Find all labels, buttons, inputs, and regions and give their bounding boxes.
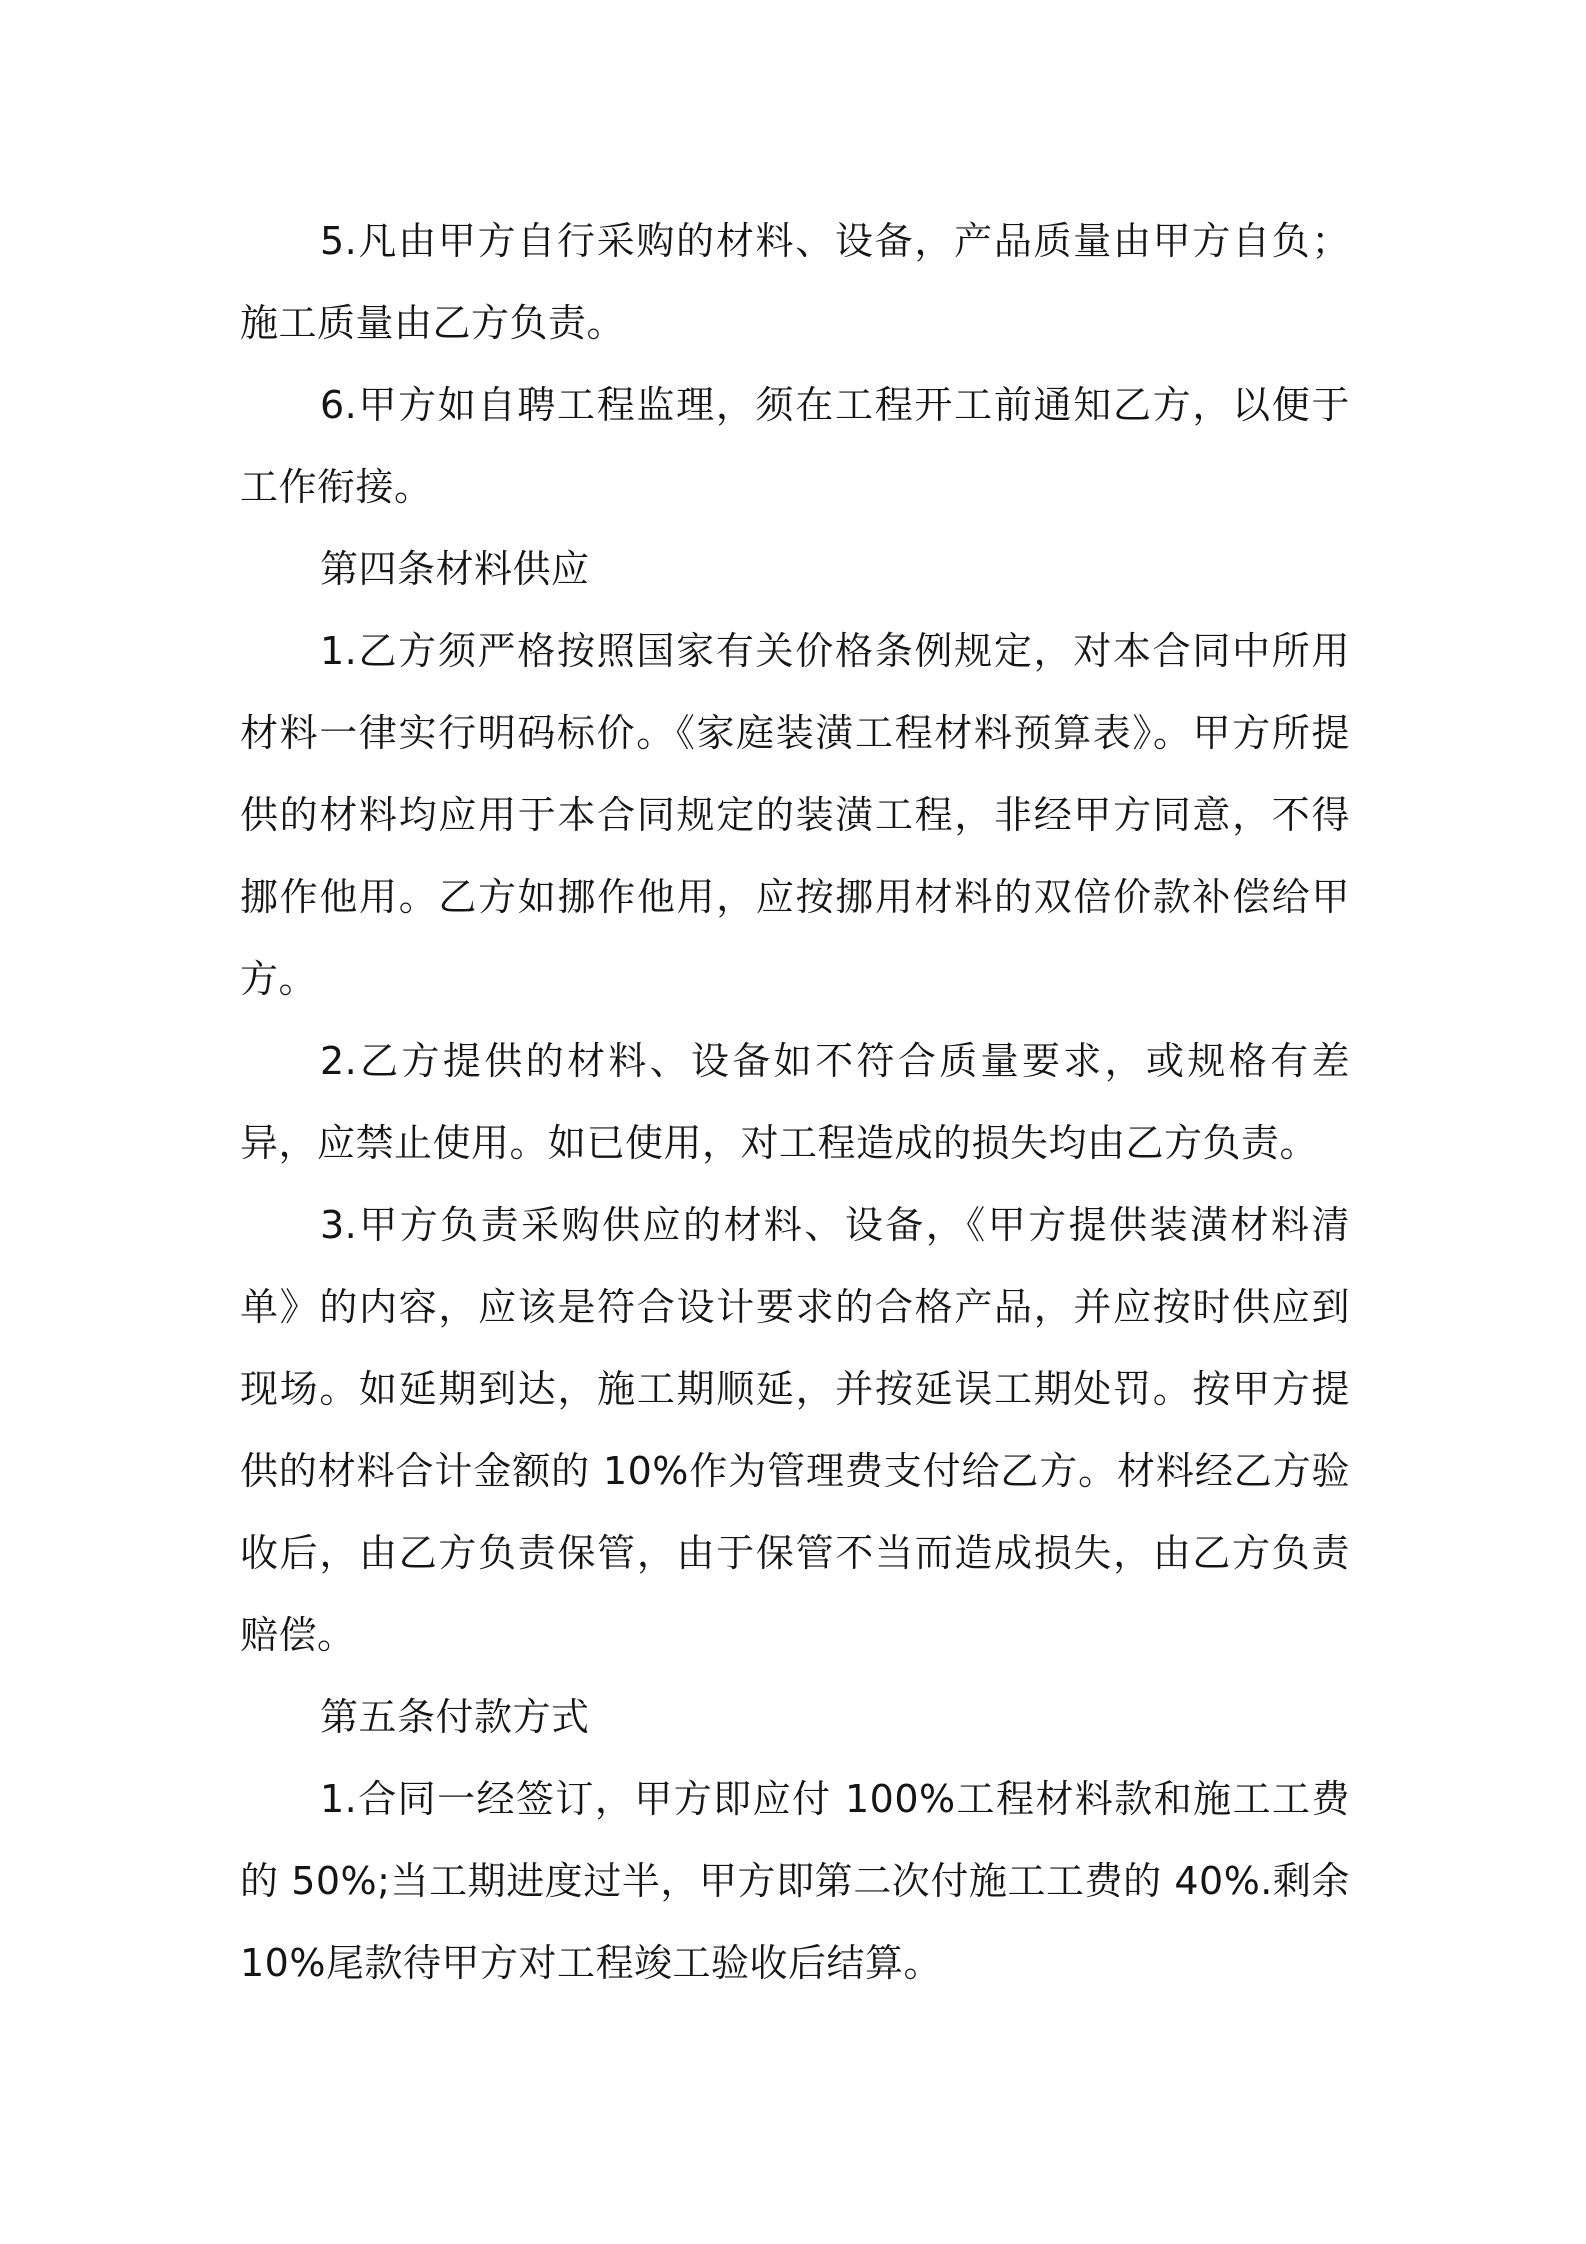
article-4-heading: 第四条材料供应 xyxy=(320,547,590,591)
clause-3-item-6: 6.甲方如自聘工程监理，须在工程开工前通知乙方，以便于工作衔接。 xyxy=(240,383,1350,509)
document-body xyxy=(240,200,1350,2004)
clause-4-item-2: 2.乙方提供的材料、设备如不符合质量要求，或规格有差异，应禁止使用。如已使用，对工程造成的损失均由乙方负责。 xyxy=(240,1039,1350,1165)
clause-4-item-1: 1.乙方须严格按照国家有关价格条例规定，对本合同中所用材料一律实行明码标价。《家庭装潢工程材料预算表》。甲方所提供的材料均应用于本合同规定的装潢工程，非经甲方同意，不得挪作他用。乙方如挪作他用，应按挪用材料的双倍价款补偿给甲方。 xyxy=(240,629,1350,1001)
article-5-heading: 第五条付款方式 xyxy=(320,1695,590,1739)
clause-5-item-1: 1.合同一经签订，甲方即应付 100%工程材料款和施工工费的 50%;当工期进度过半，甲方即第二次付施工工费的 40%.剩余 10%尾款待甲方对工程竣工验收后结算。 xyxy=(240,1777,1350,1985)
clause-3-item-5: 5.凡由甲方自行采购的材料、设备，产品质量由甲方自负；施工质量由乙方负责。 xyxy=(240,219,1350,345)
clause-4-item-3: 3.甲方负责采购供应的材料、设备，《甲方提供装潢材料清单》的内容，应该是符合设计要求的合格产品，并应按时供应到现场。如延期到达，施工期顺延，并按延误工期处罚。按甲方提供的材料合计金额的 10%作为管理费支付给乙方。材料经乙方验收后，由乙方负责保管，由于保管不当而造成损失，由乙方负责赔偿。 xyxy=(240,1203,1350,1657)
